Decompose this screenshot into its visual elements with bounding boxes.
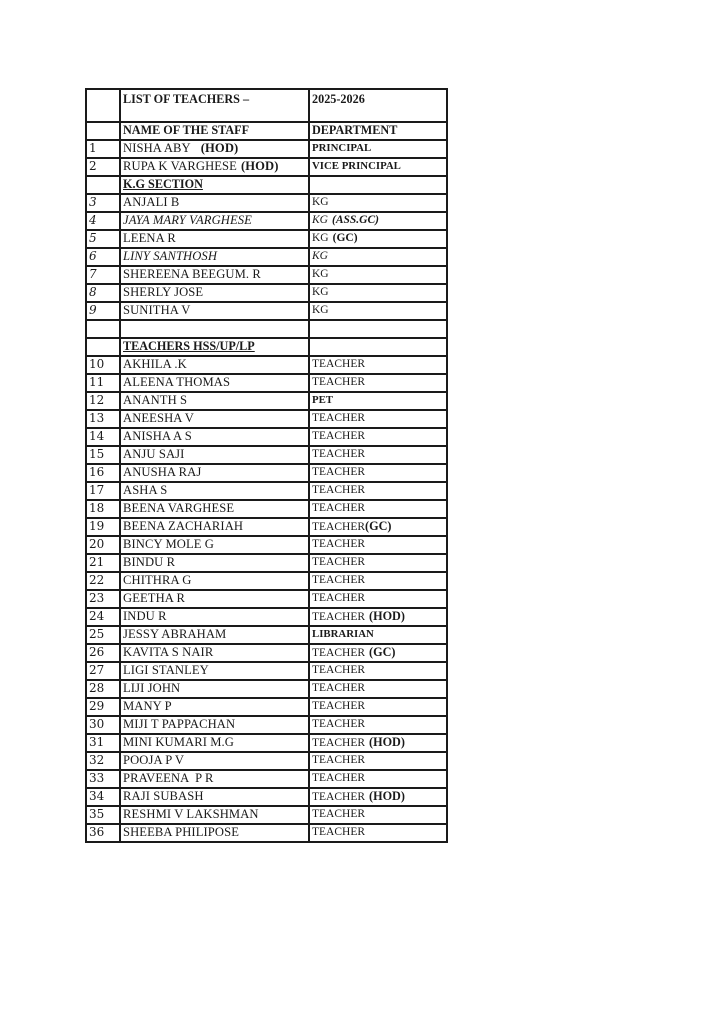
table-row xyxy=(86,410,447,428)
role-tag: (HOD) xyxy=(369,609,405,623)
role-tag: (HOD) xyxy=(200,141,239,155)
department-text: TEACHER xyxy=(312,772,366,784)
department xyxy=(309,302,447,320)
staff-name: ANEESHA V xyxy=(120,410,309,428)
section-blank-cell xyxy=(86,176,120,194)
row-number: 32 xyxy=(86,752,120,770)
staff-name: SHEREENA BEEGUM. R xyxy=(120,266,309,284)
row-number: 29 xyxy=(86,698,120,716)
department xyxy=(309,356,447,374)
row-number: 34 xyxy=(86,788,120,806)
staff-name: SHERLY JOSE xyxy=(120,284,309,302)
staff-name: RESHMI V LAKSHMAN xyxy=(120,806,309,824)
department-text: TEACHER xyxy=(312,808,366,820)
department xyxy=(309,464,447,482)
row-number: 22 xyxy=(86,572,120,590)
table-row xyxy=(86,428,447,446)
staff-name: ANJALI B xyxy=(120,194,309,212)
title-row xyxy=(86,89,447,122)
row-number: 6 xyxy=(86,248,120,266)
blank-cell xyxy=(309,320,447,338)
table-row xyxy=(86,680,447,698)
row-number: 1 xyxy=(86,140,120,158)
staff-name: ALEENA THOMAS xyxy=(120,374,309,392)
row-number: 24 xyxy=(86,608,120,626)
row-number: 36 xyxy=(86,824,120,842)
table-row xyxy=(86,500,447,518)
department-text: TEACHER xyxy=(312,521,366,533)
department-text: KG xyxy=(312,214,328,226)
table-row xyxy=(86,824,447,842)
department-text: TEACHER xyxy=(312,647,366,659)
department xyxy=(309,212,447,230)
row-number: 33 xyxy=(86,770,120,788)
department xyxy=(309,734,447,752)
staff-name: PRAVEENA P R xyxy=(120,770,309,788)
department xyxy=(309,770,447,788)
blank-row xyxy=(86,320,447,338)
department xyxy=(309,248,447,266)
staff-name: GEETHA R xyxy=(120,590,309,608)
row-number: 14 xyxy=(86,428,120,446)
department: PRINCIPAL xyxy=(309,140,447,158)
document-title: LIST OF TEACHERS – xyxy=(120,89,309,122)
department xyxy=(309,446,447,464)
department-text: TEACHER xyxy=(312,538,366,550)
section-heading-kg: K.G SECTION xyxy=(120,176,309,194)
staff-name: ANANTH S xyxy=(120,392,309,410)
staff-name: KAVITA S NAIR xyxy=(120,644,309,662)
table-row xyxy=(86,230,447,248)
section-blank-cell xyxy=(309,176,447,194)
department-text: TEACHER xyxy=(312,466,366,478)
row-number: 30 xyxy=(86,716,120,734)
row-number: 4 xyxy=(86,212,120,230)
section-heading-row xyxy=(86,176,447,194)
table-row xyxy=(86,770,447,788)
role-tag: (GC) xyxy=(332,232,358,244)
row-number: 12 xyxy=(86,392,120,410)
staff-name: POOJA P V xyxy=(120,752,309,770)
staff-name: JAYA MARY VARGHESE xyxy=(120,212,309,230)
row-number: 31 xyxy=(86,734,120,752)
role-tag: (GC) xyxy=(369,645,396,659)
department-text: LIBRARIAN xyxy=(312,628,374,640)
department xyxy=(309,572,447,590)
department: VICE PRINCIPAL xyxy=(309,158,447,176)
department xyxy=(309,644,447,662)
table-row xyxy=(86,212,447,230)
department xyxy=(309,230,447,248)
staff-name: RAJI SUBASH xyxy=(120,788,309,806)
department xyxy=(309,608,447,626)
row-number: 15 xyxy=(86,446,120,464)
department-text: TEACHER xyxy=(312,664,366,676)
staff-name-text: NISHA ABY xyxy=(123,141,191,155)
table-row xyxy=(86,734,447,752)
row-number: 18 xyxy=(86,500,120,518)
role-tag: (HOD) xyxy=(369,735,405,749)
department xyxy=(309,194,447,212)
table-row xyxy=(86,752,447,770)
department-text: TEACHER xyxy=(312,718,366,730)
department-text: TEACHER xyxy=(312,502,366,514)
teachers-list-table xyxy=(85,88,448,843)
table-row xyxy=(86,518,447,536)
table-row xyxy=(86,644,447,662)
department xyxy=(309,626,447,644)
table-row xyxy=(86,248,447,266)
row-number: 23 xyxy=(86,590,120,608)
table-row xyxy=(86,572,447,590)
department-text: TEACHER xyxy=(312,376,366,388)
department-text: TEACHER xyxy=(312,412,366,424)
staff-name: SUNITHA V xyxy=(120,302,309,320)
row-number: 21 xyxy=(86,554,120,572)
department xyxy=(309,554,447,572)
department xyxy=(309,428,447,446)
table-row xyxy=(86,608,447,626)
row-number: 27 xyxy=(86,662,120,680)
department-text: TEACHER xyxy=(312,791,366,803)
department-text: TEACHER xyxy=(312,611,366,623)
row-number: 8 xyxy=(86,284,120,302)
department xyxy=(309,266,447,284)
column-header-name: NAME OF THE STAFF xyxy=(120,122,309,140)
department xyxy=(309,752,447,770)
department xyxy=(309,698,447,716)
table-row xyxy=(86,626,447,644)
table-row xyxy=(86,266,447,284)
blank-cell xyxy=(86,320,120,338)
table-row xyxy=(86,662,447,680)
row-number: 26 xyxy=(86,644,120,662)
department-text: TEACHER xyxy=(312,556,366,568)
department-text: KG xyxy=(312,268,329,280)
department xyxy=(309,680,447,698)
row-number: 19 xyxy=(86,518,120,536)
staff-name: AKHILA .K xyxy=(120,356,309,374)
department xyxy=(309,590,447,608)
staff-name: ANJU SAJI xyxy=(120,446,309,464)
table-row xyxy=(86,698,447,716)
department xyxy=(309,410,447,428)
staff-name: BINCY MOLE G xyxy=(120,536,309,554)
department-text: TEACHER xyxy=(312,682,366,694)
department xyxy=(309,824,447,842)
row-number: 28 xyxy=(86,680,120,698)
staff-name: BINDU R xyxy=(120,554,309,572)
title-row-blank-cell xyxy=(86,89,120,122)
table-row xyxy=(86,158,447,176)
staff-name: BEENA VARGHESE xyxy=(120,500,309,518)
row-number: 3 xyxy=(86,194,120,212)
staff-name: INDU R xyxy=(120,608,309,626)
department-text: TEACHER xyxy=(312,574,366,586)
row-number: 5 xyxy=(86,230,120,248)
row-number: 9 xyxy=(86,302,120,320)
department xyxy=(309,716,447,734)
department-text: TEACHER xyxy=(312,592,366,604)
academic-year: 2025-2026 xyxy=(309,89,447,122)
department-text: TEACHER xyxy=(312,700,366,712)
department-text: KG xyxy=(312,286,329,298)
blank-cell xyxy=(120,320,309,338)
table-row xyxy=(86,554,447,572)
table-row xyxy=(86,356,447,374)
department xyxy=(309,536,447,554)
staff-name-text: RUPA K VARGHESE xyxy=(123,159,237,173)
department-text: KG xyxy=(312,196,329,208)
staff-name xyxy=(120,158,309,176)
department xyxy=(309,374,447,392)
row-number: 20 xyxy=(86,536,120,554)
staff-name xyxy=(120,140,309,158)
table-row xyxy=(86,284,447,302)
staff-name: MINI KUMARI M.G xyxy=(120,734,309,752)
department xyxy=(309,806,447,824)
staff-name: LIJI JOHN xyxy=(120,680,309,698)
row-number: 35 xyxy=(86,806,120,824)
department xyxy=(309,518,447,536)
row-number: 17 xyxy=(86,482,120,500)
department-text: TEACHER xyxy=(312,484,366,496)
section-heading-row xyxy=(86,338,447,356)
table-row xyxy=(86,716,447,734)
staff-name: CHITHRA G xyxy=(120,572,309,590)
staff-name: LIGI STANLEY xyxy=(120,662,309,680)
table-row xyxy=(86,302,447,320)
staff-name: ANISHA A S xyxy=(120,428,309,446)
table-row xyxy=(86,788,447,806)
department xyxy=(309,500,447,518)
header-blank-cell xyxy=(86,122,120,140)
staff-name: LINY SANTHOSH xyxy=(120,248,309,266)
staff-name: MIJI T PAPPACHAN xyxy=(120,716,309,734)
table-row xyxy=(86,482,447,500)
table-row xyxy=(86,140,447,158)
role-tag: (HOD) xyxy=(369,789,405,803)
staff-name: MANY P xyxy=(120,698,309,716)
column-header-department: DEPARTMENT xyxy=(309,122,447,140)
section-blank-cell xyxy=(309,338,447,356)
department xyxy=(309,482,447,500)
department-text: TEACHER xyxy=(312,430,366,442)
department-text: PET xyxy=(312,394,333,406)
table-row xyxy=(86,806,447,824)
staff-name: JESSY ABRAHAM xyxy=(120,626,309,644)
department-text: KG xyxy=(312,232,329,244)
department-text: KG xyxy=(312,304,329,316)
column-header-row xyxy=(86,122,447,140)
staff-name: ANUSHA RAJ xyxy=(120,464,309,482)
department xyxy=(309,284,447,302)
table-row xyxy=(86,446,447,464)
row-number: 7 xyxy=(86,266,120,284)
department-text: TEACHER xyxy=(312,737,366,749)
section-heading-teachers: TEACHERS HSS/UP/LP xyxy=(120,338,309,356)
row-number: 13 xyxy=(86,410,120,428)
role-tag: (ASS.GC) xyxy=(331,214,379,226)
table-row xyxy=(86,590,447,608)
department-text: TEACHER xyxy=(312,826,366,838)
table-row xyxy=(86,194,447,212)
staff-name: SHEEBA PHILIPOSE xyxy=(120,824,309,842)
section-blank-cell xyxy=(86,338,120,356)
row-number: 2 xyxy=(86,158,120,176)
table-row xyxy=(86,392,447,410)
department-text: TEACHER xyxy=(312,358,366,370)
staff-name: ASHA S xyxy=(120,482,309,500)
department-text: TEACHER xyxy=(312,754,366,766)
row-number: 16 xyxy=(86,464,120,482)
table-row xyxy=(86,536,447,554)
row-number: 10 xyxy=(86,356,120,374)
department-text: TEACHER xyxy=(312,448,366,460)
row-number: 11 xyxy=(86,374,120,392)
table-row xyxy=(86,464,447,482)
role-tag: (HOD) xyxy=(240,159,279,173)
staff-name: LEENA R xyxy=(120,230,309,248)
staff-name: BEENA ZACHARIAH xyxy=(120,518,309,536)
role-tag: (GC) xyxy=(365,519,392,533)
department-text: KG xyxy=(312,250,328,262)
department xyxy=(309,662,447,680)
department xyxy=(309,392,447,410)
department xyxy=(309,788,447,806)
row-number: 25 xyxy=(86,626,120,644)
table-row xyxy=(86,374,447,392)
